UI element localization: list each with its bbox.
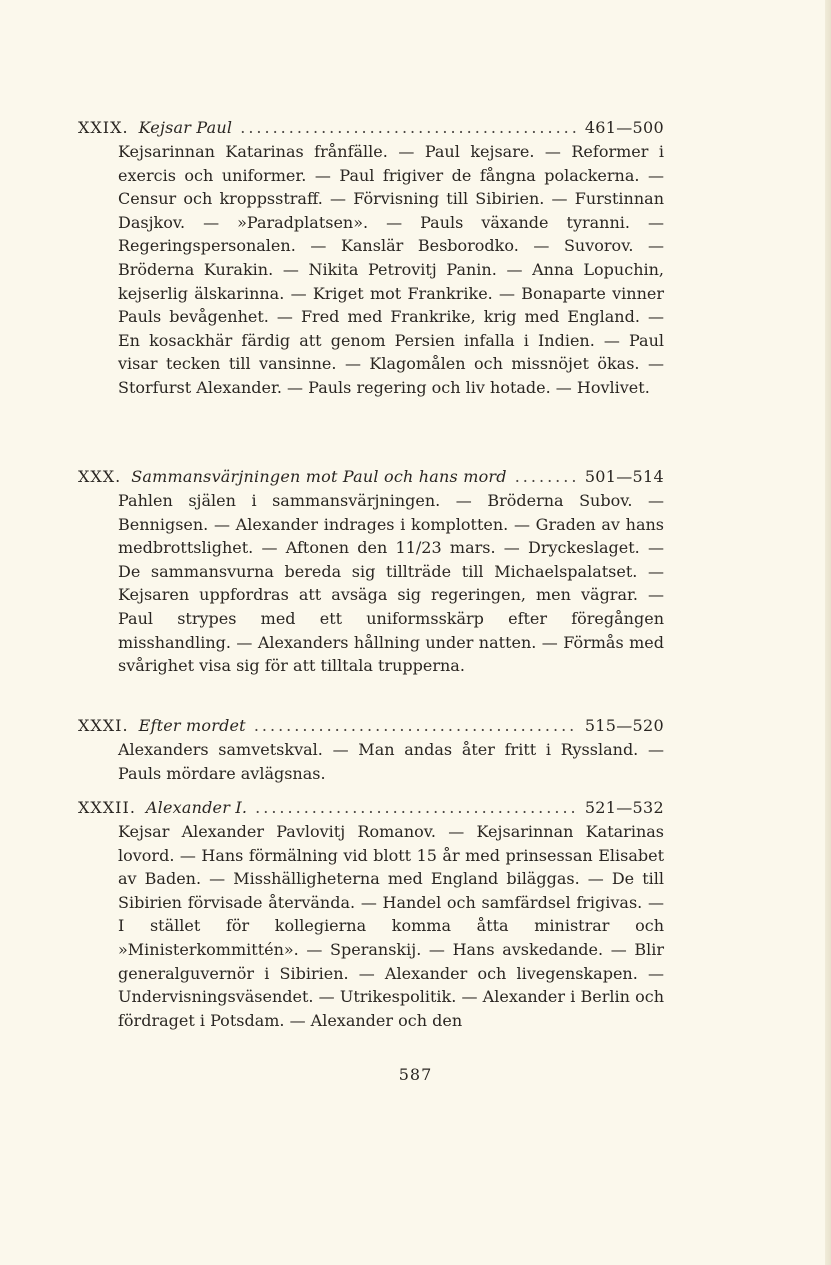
chapter-summary: Pahlen själen i sammansvärjningen. — Bröderna Subov. — Bennigsen. — Alexander indrages i komplotten. — Graden av hans medbrottslighet. — Aftonen den 11/23 mars. — Dryckeslaget. — De sammansvurna bereda sig tillträde till Michaelspalatset. — Kejsaren uppfordras att avsäga sig regeringen, men vägrar. — Paul strypes med ett uniformsskärp efter föregången misshandling. — Alexanders hållning under natten. — Förmås med svårighet visa sig för att tilltala trupperna. <box>118 491 664 676</box>
chapter-title: Kejsar Paul <box>138 118 233 137</box>
dot-leader <box>240 116 577 140</box>
page-range: 501—514 <box>584 467 664 486</box>
toc-entry-xxx <box>78 465 664 678</box>
entry-heading <box>78 116 664 140</box>
chapter-title: Sammansvärjningen mot Paul och hans mord <box>131 467 507 486</box>
page-range: 521—532 <box>584 798 664 817</box>
page-range: 461—500 <box>584 118 664 137</box>
chapter-title: Efter mordet <box>138 716 246 735</box>
chapter-number: XXX. <box>78 467 122 486</box>
chapter-number: XXIX. <box>78 118 129 137</box>
chapter-summary: Kejsarinnan Katarinas frånfälle. — Paul kejsare. — Reformer i exercis och uniformer. — Paul frigiver de fångna polackerna. — Censur och kroppsstraff. — Förvisning till Sibirien. — Furstinnan Dasjkov. — »Paradplatsen». — Pauls växande tyranni. — Regeringspersonalen. — Kanslär Besborodko. — Suvorov. — Bröderna Kurakin. — Nikita Petrovitj Panin. — Anna Lopuchin, kejserlig älskarinna. — Kriget mot Frankrike. — Bonaparte vinner Pauls bevågenhet. — Fred med Frankrike, krig med England. — En kosackhär färdig att genom Persien infalla i Indien. — Paul visar tecken till vansinne. — Klagomålen och missnöjet ökas. — Storfurst Alexander. — Pauls regering och liv hotade. — Hovlivet. <box>118 142 664 397</box>
entry-heading <box>78 796 664 820</box>
page-number: 587 <box>398 1065 433 1084</box>
toc-entry-xxxii <box>78 796 664 1032</box>
dot-leader <box>515 465 577 489</box>
page-range: 515—520 <box>584 716 664 735</box>
chapter-summary: Alexanders samvetskval. — Man andas åter fritt i Ryssland. — Pauls mördare avlägsnas. <box>118 740 664 783</box>
entry-heading <box>78 714 664 738</box>
chapter-summary: Kejsar Alexander Pavlovitj Romanov. — Kejsarinnan Katarinas lovord. — Hans förmälning vid blott 15 år med prinsessan Elisabet av Baden. — Misshälligheterna med England biläggas. — De till Sibirien förvisade återvända. — Handel och samfärdsel frigivas. — I stället för kollegierna komma åtta ministrar och »Ministerkommittén». — Speranskij. — Hans avskedande. — Blir generalguvernör i Sibirien. — Alexander och livegenskapen. — Undervisningsväsendet. — Utrikespolitik. — Alexander i Berlin och fördraget i Potsdam. — Alexander och den <box>118 822 664 1030</box>
chapter-title: Alexander I. <box>145 798 248 817</box>
dot-leader <box>255 796 577 820</box>
chapter-number: XXXI. <box>78 716 129 735</box>
toc-entry-xxix <box>78 116 664 400</box>
toc-entry-xxxi <box>78 714 664 785</box>
chapter-number: XXXII. <box>78 798 136 817</box>
entry-heading <box>78 465 664 489</box>
dot-leader <box>254 714 577 738</box>
